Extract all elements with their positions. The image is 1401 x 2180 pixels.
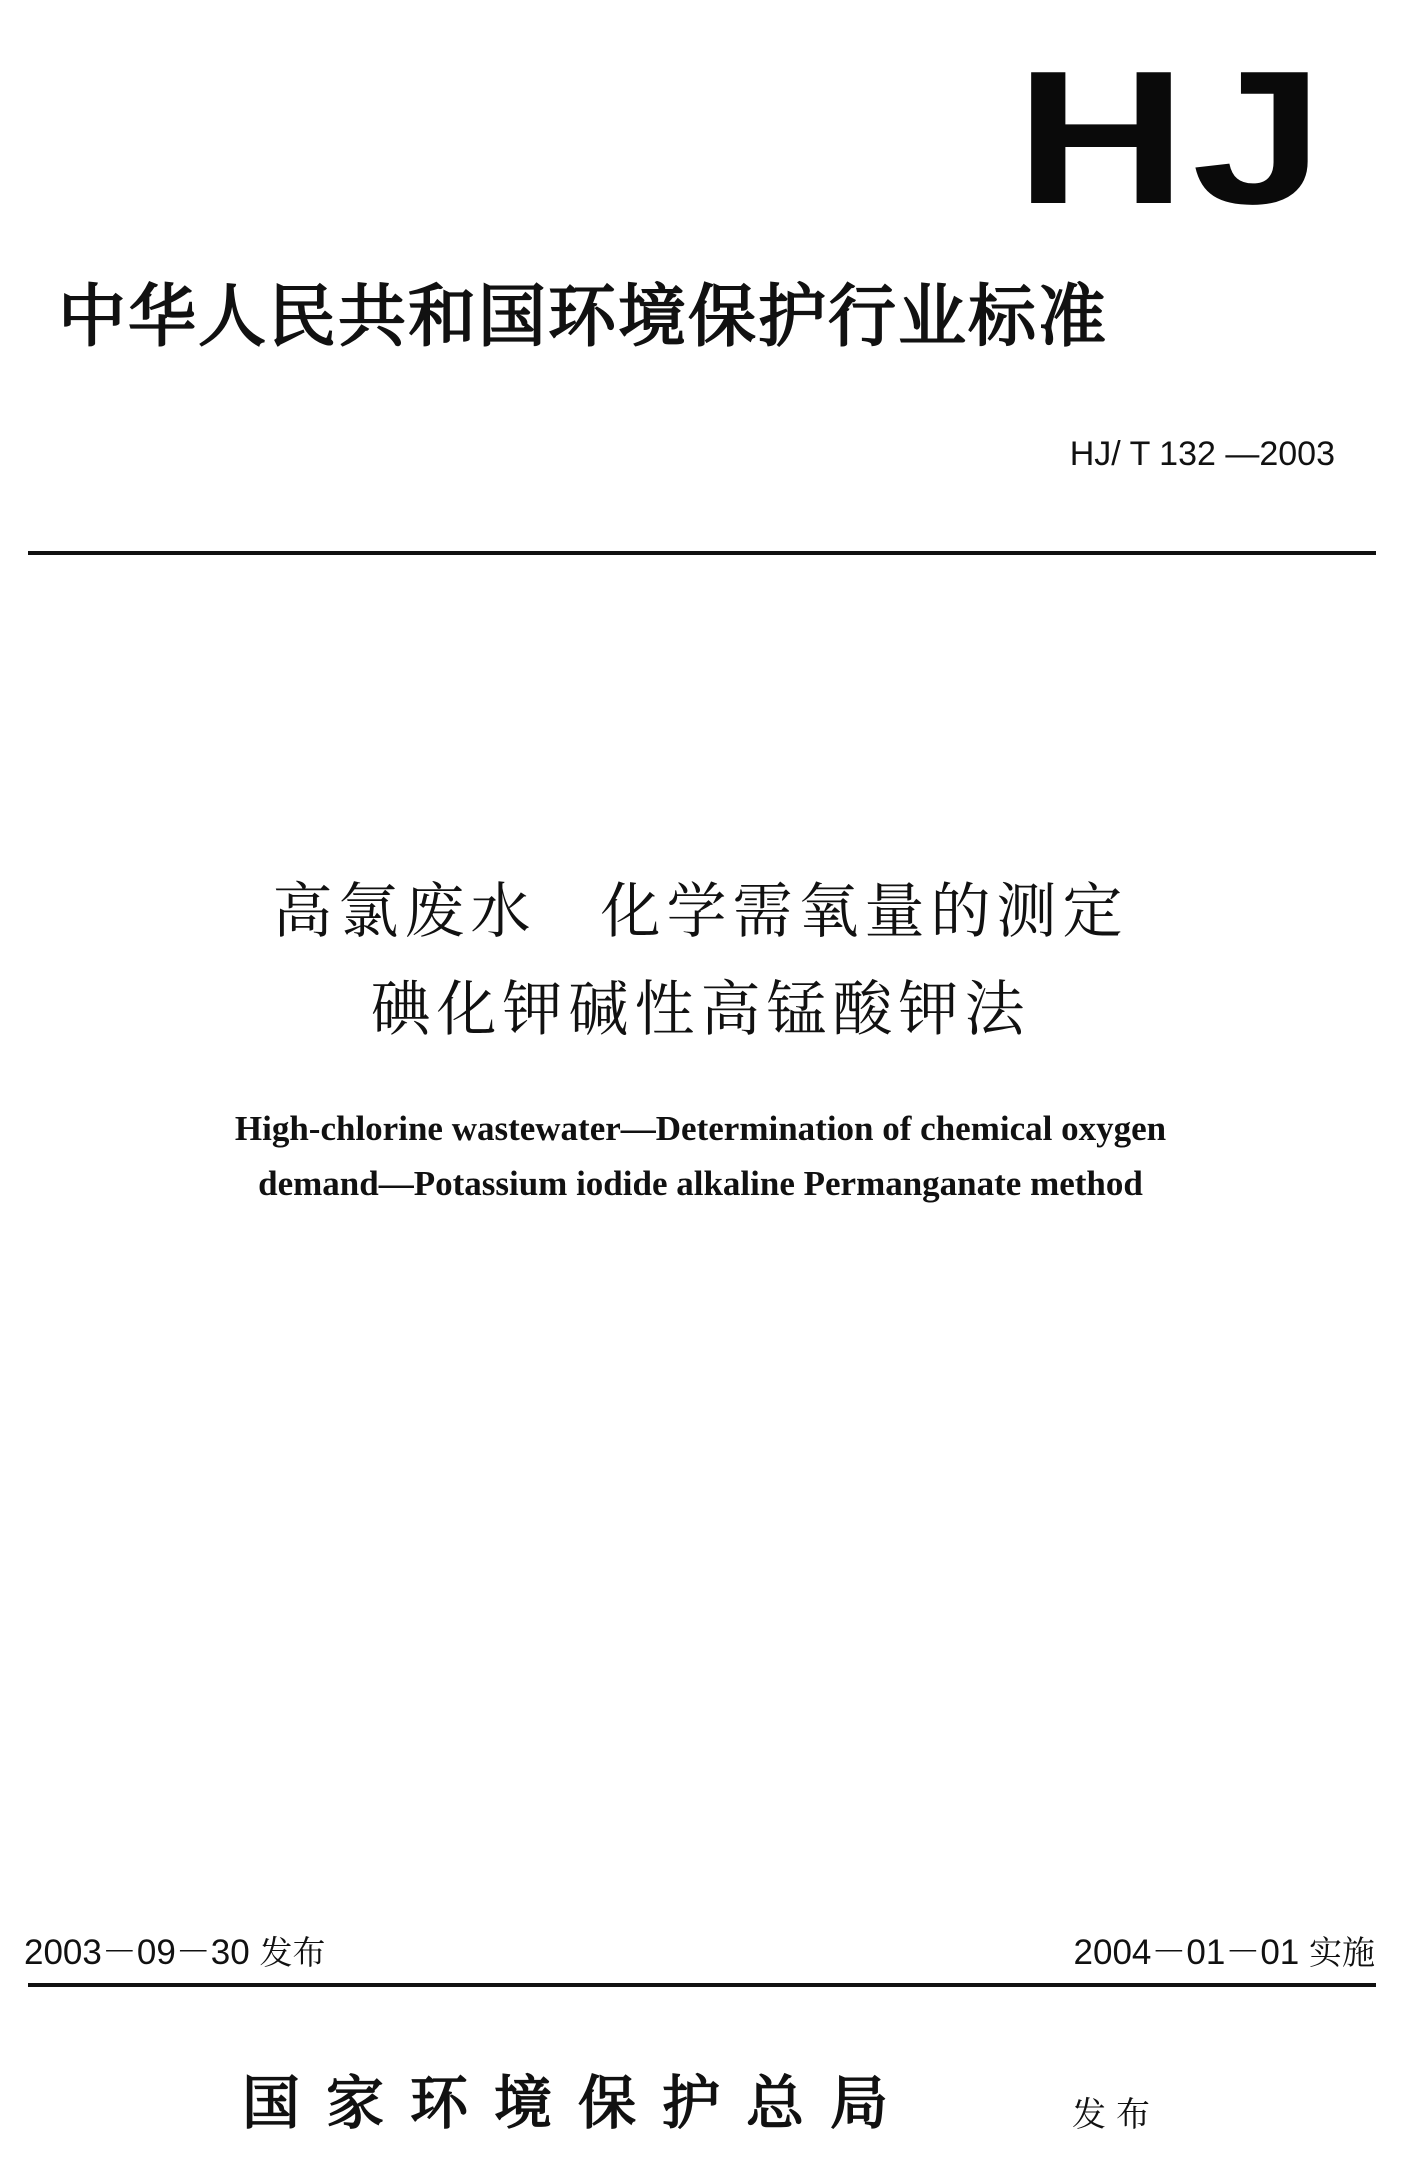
english-title-line-1: High-chlorine wastewater—Determination of chemical oxygen [234,1109,1167,1148]
hj-logo: HJ [1015,32,1329,244]
chinese-title-measure: 化学需氧量的测定 [600,877,1129,947]
issue-date-value: 2003－09－30 [24,1933,250,1972]
chinese-title-line-1 [0,876,1401,948]
chinese-title-line-2: 碘化钾碱性高锰酸钾法 [370,975,1031,1045]
chinese-title-subject: 高氯废水 [272,877,537,947]
effective-date-label: 实施 [1309,1933,1375,1972]
standard-category-title: 中华人民共和国环境保护行业标准 [58,278,1109,357]
bottom-divider [28,1983,1376,1987]
top-divider [28,551,1376,555]
issued-label: 发布 [1072,2095,1160,2135]
effective-date-value: 2004－01－01 [1073,1933,1300,1972]
effective-date [1074,1932,1375,1974]
issuing-authority: 国家环境保护总局 [242,2069,915,2137]
english-title-line-2: demand—Potassium iodide alkaline Permanganate method [258,1164,1143,1203]
standard-code: HJ/ T 132 —2003 [1069,435,1335,473]
issue-date [24,1932,325,1974]
issue-date-label: 发布 [259,1933,326,1972]
